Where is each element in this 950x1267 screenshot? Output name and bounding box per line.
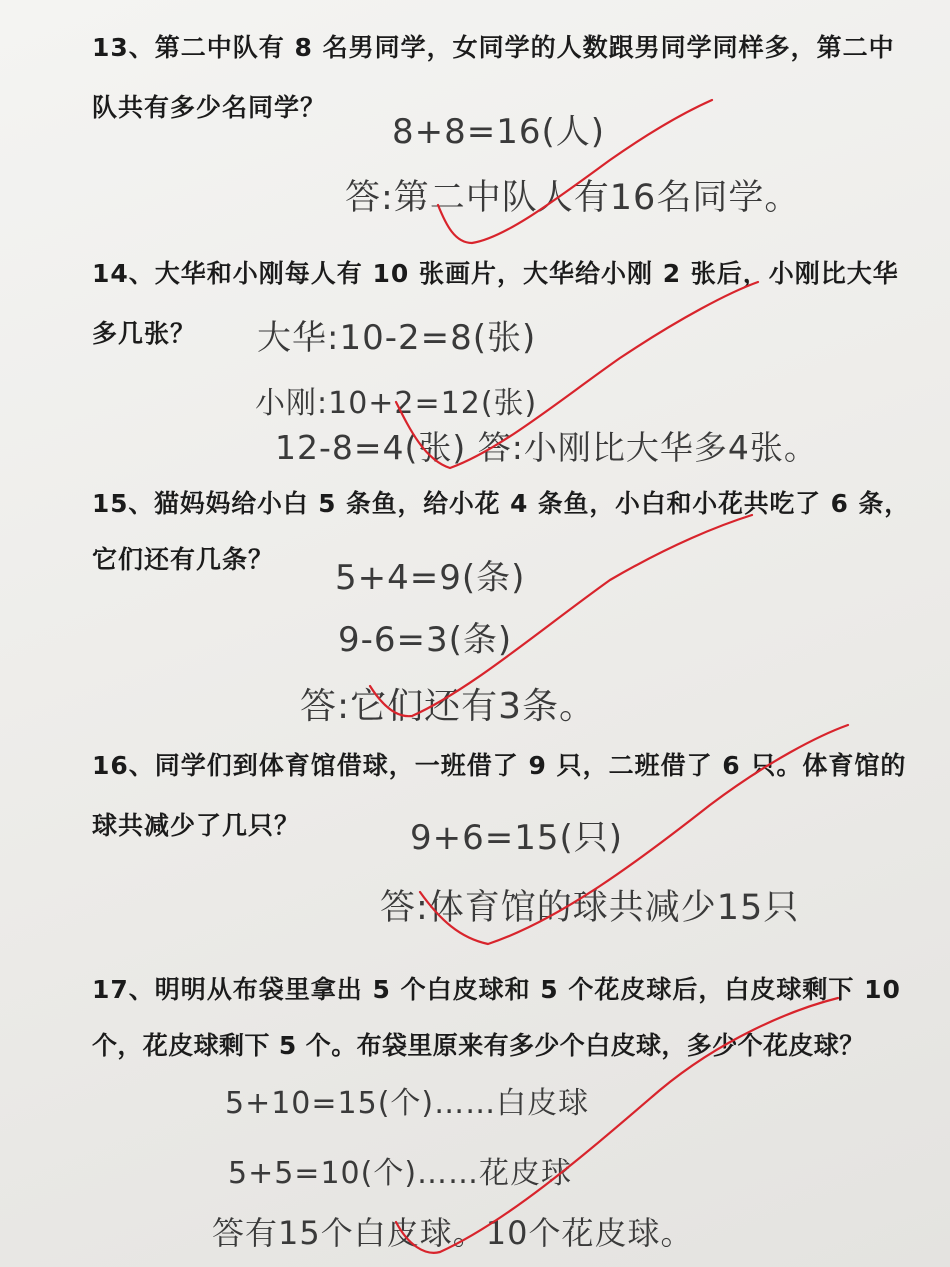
handwritten-answer-line: 5+5=10(个)……花皮球 — [228, 1156, 573, 1191]
problem-text-line: 16、同学们到体育馆借球，一班借了 9 只，二班借了 6 只。体育馆的 — [92, 751, 907, 780]
problem-text-line: 15、猫妈妈给小白 5 条鱼，给小花 4 条鱼，小白和小花共吃了 6 条， — [92, 489, 910, 518]
handwritten-answer-line: 小刚:10+2=12(张) — [255, 386, 538, 421]
handwritten-answer-line: 答有15个白皮球。10个花皮球。 — [212, 1214, 694, 1252]
handwritten-answer-line: 8+8=16(人) — [392, 112, 606, 152]
problem-text-line: 球共减少了几只？ — [92, 811, 301, 840]
handwritten-answer-line: 5+10=15(个)……白皮球 — [225, 1086, 590, 1121]
handwritten-answer-line: 5+4=9(条) — [335, 558, 526, 598]
handwritten-answer-line: 答:它们还有3条。 — [300, 686, 597, 727]
problem-text-line: 13、第二中队有 8 名男同学，女同学的人数跟男同学同样多，第二中 — [92, 33, 895, 62]
problem-text-line: 队共有多少名同学？ — [92, 93, 327, 122]
handwritten-answer-line: 9+6=15(只) — [410, 818, 624, 858]
problem-text-line: 14、大华和小刚每人有 10 张画片，大华给小刚 2 张后，小刚比大华 — [92, 259, 899, 288]
problem-text-line: 多几张？ — [92, 319, 197, 348]
handwritten-answer-line: 答:第二中队人有16名同学。 — [345, 178, 801, 218]
handwritten-answer-line: 答:体育馆的球共减少15只 — [380, 888, 800, 928]
problem-text-line: 个，花皮球剩下 5 个。布袋里原来有多少个白皮球，多少个花皮球？ — [92, 1031, 865, 1060]
problem-text-line: 17、明明从布袋里拿出 5 个白皮球和 5 个花皮球后，白皮球剩下 10 — [92, 975, 901, 1004]
handwritten-answer-line: 9-6=3(条) — [338, 620, 513, 660]
handwritten-answer-line: 12-8=4(张) 答:小刚比大华多4张。 — [275, 428, 818, 467]
problem-text-line: 它们还有几条？ — [92, 545, 275, 574]
handwritten-answer-line: 大华:10-2=8(张) — [257, 318, 537, 358]
